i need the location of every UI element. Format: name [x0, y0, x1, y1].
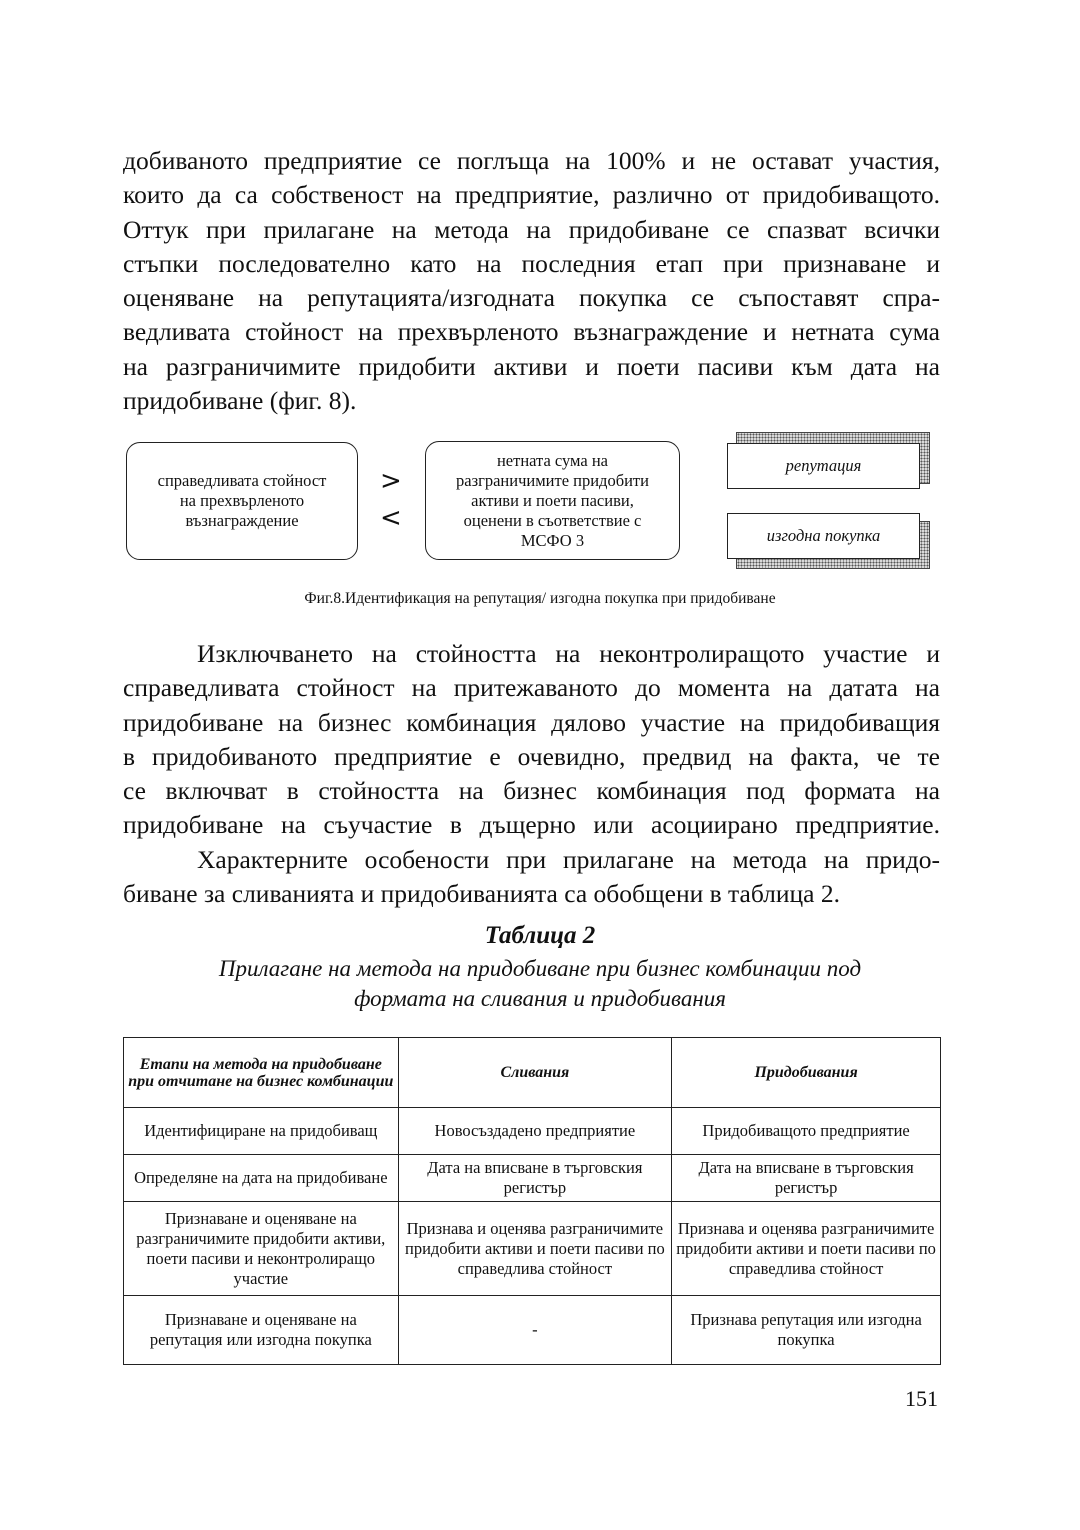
table-cell: -: [398, 1296, 672, 1365]
table-cell: Признава и оценява разграничимите придобити активи и поети пасиви по справедлива стойност: [672, 1202, 941, 1296]
table-cell: Дата на вписване в търговския регистър: [398, 1155, 672, 1202]
table-cell: Определяне на дата на придобиване: [124, 1155, 399, 1202]
goodwill-label: репутация: [785, 456, 862, 475]
table-cell: Идентифициране на придобиващ: [124, 1108, 399, 1155]
text-line: справедливата стойност на притежаваното до момента на датата на: [123, 673, 940, 703]
text-line: които да са собственост на предприятие, различно от придобиващото.: [123, 180, 940, 210]
text-line: придобиване на бизнес комбинация дялово участие на придобиващия: [123, 707, 940, 737]
header-mergers: Сливания: [398, 1038, 672, 1108]
table-cell: Признаване и оценяване на репутация или изгодна покупка: [124, 1296, 399, 1365]
box-line: активи и поети пасиви,: [471, 490, 634, 510]
paragraph-2: [123, 637, 940, 843]
table-cell: Признава и оценява разграничимите придобити активи и поети пасиви по справедлива стойност: [398, 1202, 672, 1296]
text-line: добиваното предприятие се поглъща на 100% и не остават участия,: [123, 146, 940, 175]
page-number: 151: [905, 1386, 938, 1411]
table-title: [150, 954, 930, 1014]
greater-than-symbol: >: [380, 466, 402, 496]
table-label: Таблица 2: [484, 922, 596, 949]
table-header-row: [124, 1038, 941, 1108]
less-than-symbol: <: [380, 503, 402, 533]
text-line: придобиване (фиг. 8).: [123, 386, 357, 416]
table-title-line: Прилагане на метода на придобиване при бизнес комбинации под: [218, 956, 862, 981]
box-line: нетната сума на: [496, 450, 608, 470]
text-line: се включват в стойността на бизнес комбинация под формата на: [123, 776, 940, 806]
table-title-line: формата на сливания и придобивания: [354, 986, 726, 1011]
text-line: придобиване на съучастие в дъщерно или асоциирано предприятие.: [123, 810, 940, 840]
text-line: ведливата стойност на прехвърленото възнаграждение и нетната сума: [123, 317, 940, 347]
text-line: Оттук при прилагане на метода на придобиване се спазват всички: [123, 214, 940, 244]
table-cell: Признаване и оценяване на разграничимите придобити активи, поети пасиви и неконтролиращо участие: [124, 1202, 399, 1296]
text-line: оценяване на репутацията/изгодната покупка се съпоставят спра-: [123, 283, 940, 313]
box-line: справедливата стойност: [157, 471, 327, 490]
fair-value-consideration-box: [126, 442, 358, 560]
box-line: на прехвърленото: [179, 491, 305, 510]
text-line: Характерните особености при прилагане на метода на придо-: [197, 845, 940, 874]
bargain-purchase-label: изгодна покупка: [766, 526, 881, 545]
table-cell: Дата на вписване в търговския регистър: [672, 1155, 941, 1202]
goodwill-box: [727, 443, 920, 489]
bargain-purchase-box: [727, 513, 920, 559]
box-line: разграничимите придобити: [456, 470, 649, 490]
table-row: [124, 1108, 941, 1155]
box-line: оценени в съответствие с: [463, 510, 642, 530]
table-cell: Новосъздадено предприятие: [398, 1108, 672, 1155]
paragraph-3: [123, 843, 940, 912]
box-line: МСФО 3: [520, 530, 585, 550]
figure-caption: Фиг.8.Идентификация на репутация/ изгодна покупка при придобиване: [304, 590, 776, 607]
header-acquisitions: Придобивания: [672, 1038, 941, 1108]
table-row: [124, 1155, 941, 1202]
table-cell: Придобиващото предприятие: [672, 1108, 941, 1155]
text-line: Изключването на стойността на неконтролиращото участие и: [197, 639, 940, 668]
table-cell: Признава репутация или изгодна покупка: [672, 1296, 941, 1365]
text-line: в придобиваното предприятие е очевидно, предвид на факта, че те: [123, 741, 940, 771]
header-stages: Етапи на метода на придобиване при отчитане на бизнес комбинации: [124, 1038, 399, 1108]
text-line: биване за сливанията и придобиванията са обобщени в таблица 2.: [123, 879, 840, 909]
table-row: [124, 1296, 941, 1365]
paragraph-1: [123, 144, 940, 418]
text-line: стъпки последователно като на последния етап при признаване и: [123, 248, 940, 278]
text-line: на разграничимите придобити активи и поети пасиви към дата на: [123, 351, 940, 381]
table-2: [123, 1037, 941, 1365]
box-line: възнаграждение: [185, 511, 299, 530]
net-assets-box: [425, 441, 680, 560]
table-row: [124, 1202, 941, 1296]
